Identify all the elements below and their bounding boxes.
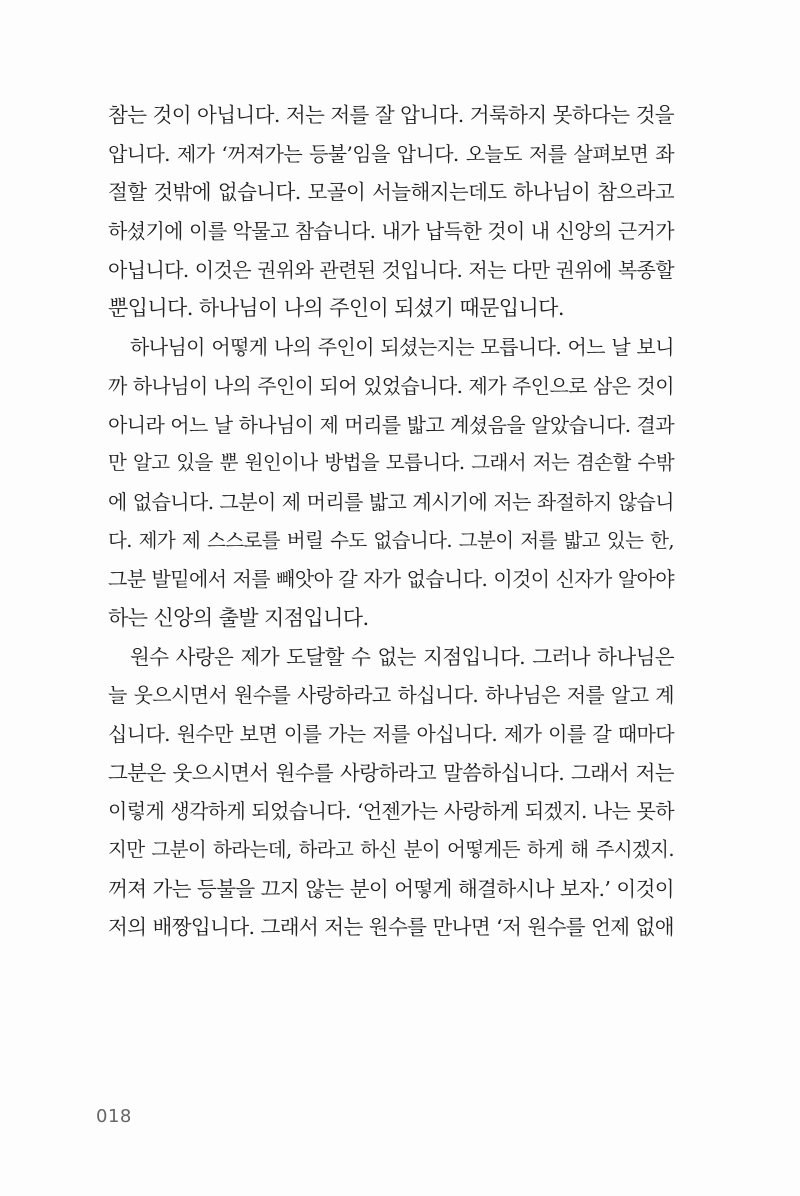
paragraph-3-line-5: 이렇게 생각하게 되었습니다. ‘언젠가는 사랑하게 되겠지. 나는 못하 bbox=[108, 799, 674, 824]
paragraph-1-line-1: 참는 것이 아닙니다. 저는 저를 잘 압니다. 거룩하지 못하다는 것을 bbox=[108, 103, 674, 127]
paragraph-3-line-3: 십니다. 원수만 보면 이를 가는 저를 아십니다. 제가 이를 갈 때마다 bbox=[108, 722, 674, 746]
paragraph-3-line-6: 지만 그분이 하라는데, 하라고 하신 분이 어떻게든 하게 해 주시겠지. bbox=[108, 838, 674, 862]
paragraph-1-line-4: 하셨기에 이를 악물고 참습니다. 내가 납득한 것이 내 신앙의 근거가 bbox=[108, 219, 674, 244]
paragraph-3-line-7: 꺼져 가는 등불을 끄지 않는 분이 어떻게 해결하시나 보자.’ 이것이 bbox=[108, 876, 674, 901]
paragraph-2-line-1: 하나님이 어떻게 나의 주인이 되셨는지는 모릅니다. 어느 날 보니 bbox=[130, 335, 674, 360]
paragraph-3-line-2: 늘 웃으시면서 원수를 사랑하라고 하십니다. 하나님은 저를 알고 계 bbox=[108, 683, 674, 708]
paragraph-1-line-3: 절할 것밖에 없습니다. 모골이 서늘해지는데도 하나님이 참으라고 bbox=[108, 180, 674, 205]
paragraph-3-line-1: 원수 사랑은 제가 도달할 수 없는 지점입니다. 그러나 하나님은 bbox=[130, 644, 674, 669]
paragraph-2-line-6: 다. 제가 제 스스로를 버릴 수도 없습니다. 그분이 저를 밟고 있는 한, bbox=[108, 528, 674, 552]
paragraph-2-line-8: 하는 신앙의 출발 지점입니다. bbox=[108, 605, 369, 630]
paragraph-2-line-7: 그분 발밑에서 저를 빼앗아 갈 자가 없습니다. 이것이 신자가 알아야 bbox=[108, 567, 674, 592]
paragraph-1-line-5: 아닙니다. 이것은 권위와 관련된 것입니다. 저는 다만 권위에 복종할 bbox=[108, 257, 674, 282]
paragraph-3-line-8: 저의 배짱입니다. 그래서 저는 원수를 만나면 ‘저 원수를 언제 없애 bbox=[108, 915, 674, 940]
paragraph-1-line-2: 압니다. 제가 ‘꺼져가는 등불’임을 압니다. 오늘도 저를 살펴보면 좌 bbox=[108, 141, 674, 166]
paragraph-2-line-5: 에 없습니다. 그분이 제 머리를 밟고 계시기에 저는 좌절하지 않습니 bbox=[108, 489, 674, 514]
paragraph-2-line-2: 까 하나님이 나의 주인이 되어 있었습니다. 제가 주인으로 삼은 것이 bbox=[108, 373, 674, 398]
paragraph-3-line-4: 그분은 웃으시면서 원수를 사랑하라고 말씀하십니다. 그래서 저는 bbox=[108, 760, 674, 785]
paragraph-2-line-3: 아니라 어느 날 하나님이 제 머리를 밟고 계셨음을 알았습니다. 결과 bbox=[108, 412, 674, 437]
paragraph-1-line-6: 뿐입니다. 하나님이 나의 주인이 되셨기 때문입니다. bbox=[108, 296, 564, 321]
paragraph-2-line-4: 만 알고 있을 뿐 원인이나 방법을 모릅니다. 그래서 저는 겸손할 수밖 bbox=[108, 451, 674, 475]
page-number: 018 bbox=[96, 1106, 132, 1127]
body-text bbox=[108, 96, 674, 947]
